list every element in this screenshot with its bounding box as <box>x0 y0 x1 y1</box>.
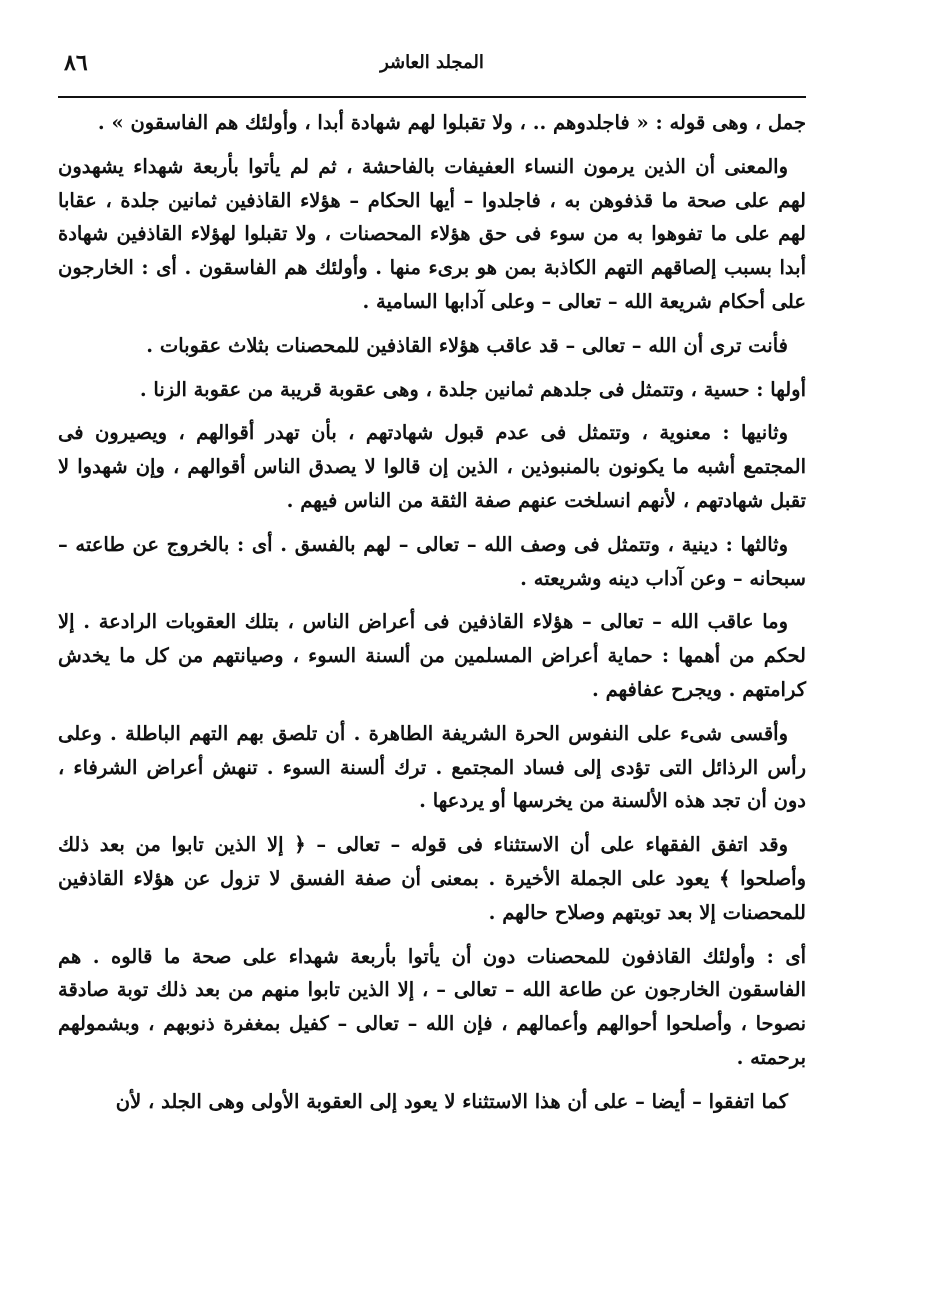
body-text <box>58 106 806 1129</box>
paragraph: جمل ، وهى قوله : « فاجلدوهم .. ، ولا تقبلوا لهم شهادة أبدا ، وأولئك هم الفاسقون » . <box>97 111 806 134</box>
paragraph: وما عاقب الله – تعالى – هؤلاء القاذفين فى أعراض الناس ، بتلك العقوبات الرادعة . إلا لحكم من أهمها : حماية أعراض المسلمين من ألسنة السوء ، وصيانتهم من كل ما يخدش كرامتهم . ويجرح عفافهم . <box>58 610 806 701</box>
paragraph: فأنت ترى أن الله – تعالى – قد عاقب هؤلاء القاذفين للمحصنات بثلاث عقوبات . <box>146 333 788 357</box>
paragraph: أى : وأولئك القاذفون للمحصنات دون أن يأتوا بأربعة شهداء على صحة ما قالوه . هم الفاسقون الخارجون عن طاعة الله – تعالى – ، إلا الذين تابوا منهم من بعد ذلك توبة صادقة نصوحا ، وأصلحوا أحوالهم وأعمالهم ، فإن الله – تعالى – كفيل بمغفرة ذنوبهم ، وبشمولهم برحمته . <box>58 944 806 1069</box>
paragraph: وثانيها : معنوية ، وتتمثل فى عدم قبول شهادتهم ، بأن تهدر أقوالهم ، ويصيرون فى المجتمع أشبه ما يكونون بالمنبوذين ، الذين إن قالوا لا يصدق الناس أقوالهم ، وإن شهدوا لا تقبل شهادتهم ، لأنهم انسلخت عنهم صفة الثقة من الناس فيهم . <box>58 421 806 512</box>
paragraph: أولها : حسية ، وتتمثل فى جلدهم ثمانين جلدة ، وهى عقوبة قريبة من عقوبة الزنا . <box>139 377 806 401</box>
page-number: ٨٦ <box>64 50 88 76</box>
paragraph: كما اتفقوا – أيضا – على أن هذا الاستثناء لا يعود إلى العقوبة الأولى وهى الجلد ، لأن <box>115 1089 788 1113</box>
paragraph: وقد اتفق الفقهاء على أن الاستثناء فى قوله – تعالى – ﴿ إلا الذين تابوا من بعد ذلك وأصلحوا ﴾ يعود على الجملة الأخيرة . بمعنى أن صفة الفسق لا تزول عن هؤلاء القاذفين للمحصنات إلا بعد توبتهم وصلاح حالهم . <box>58 833 806 924</box>
page-header <box>58 40 806 98</box>
paragraph: وأقسى شىء على النفوس الحرة الشريفة الطاهرة . أن تلصق بهم التهم الباطلة . وعلى رأس الرذائل التى تؤدى إلى فساد المجتمع . ترك ألسنة السوء . تنهش أعراض الشرفاء ، دون أن تجد هذه الألسنة من يخرسها أو يردعها . <box>58 721 806 813</box>
paragraph: وثالثها : دينية ، وتتمثل فى وصف الله – تعالى – لهم بالفسق . أى : بالخروج عن طاعته – سبحانه – وعن آداب دينه وشريعته . <box>58 532 806 590</box>
running-title: المجلد العاشر <box>380 52 484 73</box>
paragraph: والمعنى أن الذين يرمون النساء العفيفات بالفاحشة ، ثم لم يأتوا بأربعة شهداء يشهدون لهم على صحة ما قذفوهن به ، فاجلدوا – أيها الحكام – هؤلاء القاذفين ثمانين جلدة ، عقابا لهم على ما تفوهوا به من سوء فى حق هؤلاء المحصنات ، ولا تقبلوا لهؤلاء القاذفين شهادة أبدا بسبب إلصاقهم التهم الكاذبة بمن هو برىء منها . وأولئك هم الفاسقون . أى : الخارجون على أحكام شريعة الله – تعالى – وعلى آدابها السامية . <box>58 154 806 313</box>
